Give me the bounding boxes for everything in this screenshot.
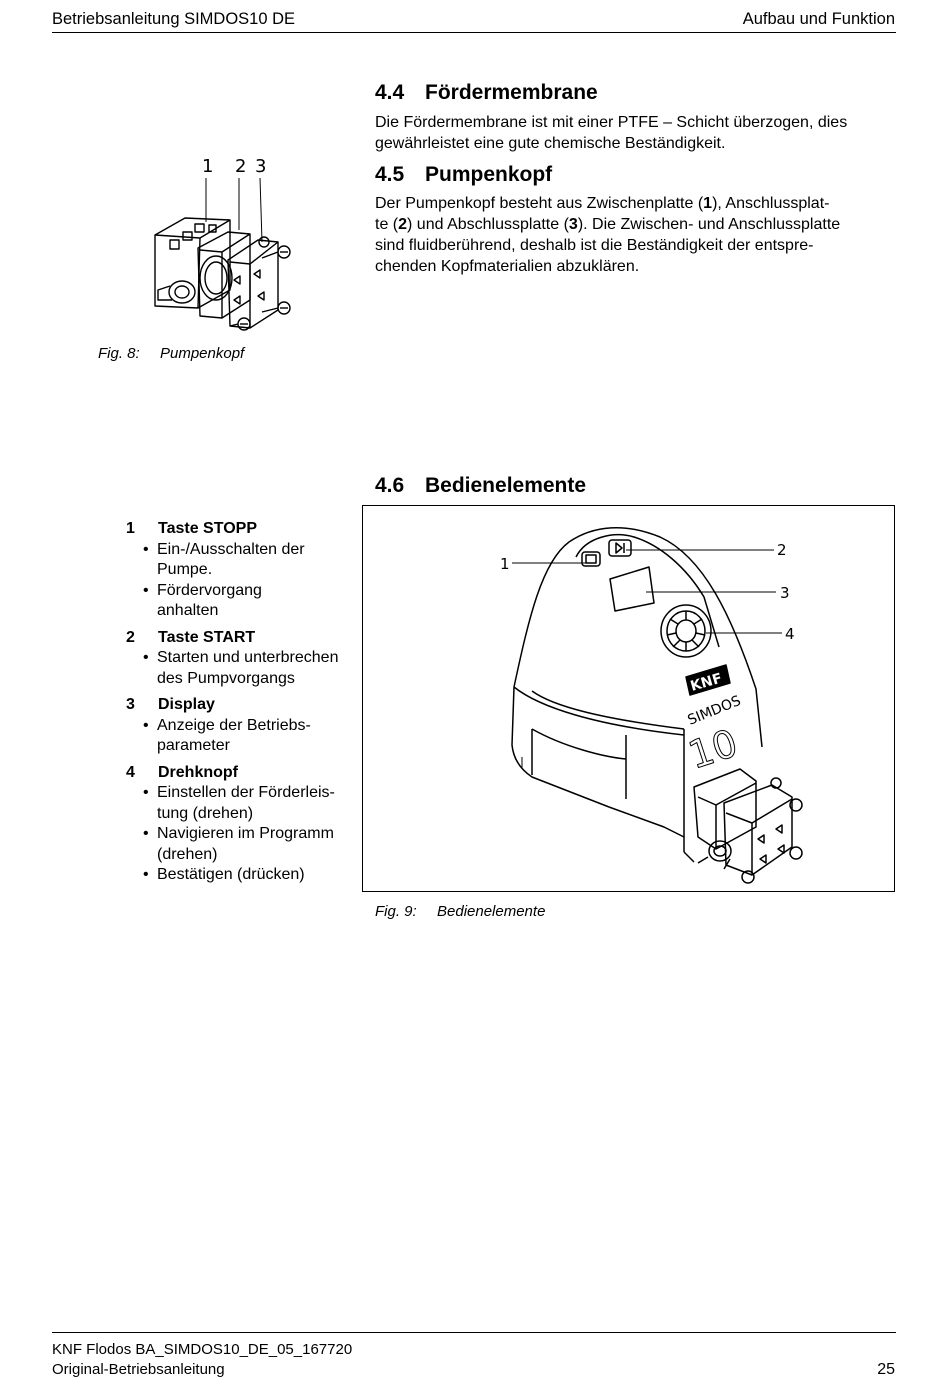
brand-logo: KNF xyxy=(688,670,724,695)
text-line: chenden Kopfmaterialien abzuklären. xyxy=(375,258,640,275)
fig8-callout-3: 3 xyxy=(255,156,267,177)
control-item-title xyxy=(126,763,366,784)
bullet-line: tung (drehen) xyxy=(157,804,254,822)
text-line: gewährleistet eine gute chemische Beständigkeit. xyxy=(375,135,726,152)
header-chapter: Aufbau und Funktion xyxy=(742,10,895,28)
bullet-line: Navigieren im Programm xyxy=(157,825,334,842)
control-number: 1 xyxy=(126,520,135,537)
fig9-label: Fig. 9: xyxy=(375,903,417,920)
control-number: 4 xyxy=(126,763,135,781)
bullet-line: anhalten xyxy=(157,602,219,619)
section-number: 4.5 xyxy=(375,163,405,186)
control-item-title xyxy=(126,519,366,540)
fig9-callout-2: 2 xyxy=(777,541,787,559)
fig9-callout-3: 3 xyxy=(780,584,790,602)
fig9-caption-text: Bedienelemente xyxy=(437,903,546,920)
footer-rule xyxy=(52,1332,896,1333)
control-title: Display xyxy=(158,696,215,713)
fig9-callout-1: 1 xyxy=(500,555,510,573)
control-title: Taste START xyxy=(158,628,256,646)
fig8-caption-text: Pumpenkopf xyxy=(160,345,245,362)
header-title: Betriebsanleitung SIMDOS10 DE xyxy=(52,10,296,28)
pump-head-drawing xyxy=(150,150,300,340)
bullet-line: Pumpe. xyxy=(157,561,213,578)
section-number: 4.4 xyxy=(375,81,405,104)
section-title: Pumpenkopf xyxy=(425,163,553,186)
fig8-callout-1: 1 xyxy=(202,156,214,177)
text-run: Der Pumpenkopf besteht aus Zwischenplatte (1), Anschlussplat- xyxy=(375,195,830,212)
text-line xyxy=(375,193,895,214)
control-item-title xyxy=(126,695,366,716)
section-title: Bedienelemente xyxy=(425,474,587,497)
list-bullet: • Bestätigen (drücken) xyxy=(126,865,366,886)
controls-list xyxy=(126,519,366,886)
section-heading-4-6 xyxy=(375,474,586,498)
fig8-caption xyxy=(98,345,244,362)
section-heading-4-4 xyxy=(375,81,598,105)
control-number: 3 xyxy=(126,696,135,713)
text-line: te (2) und Abschlussplatte (3). Die Zwischen- und Anschlussplatte xyxy=(375,216,841,233)
text-line: Die Fördermembrane ist mit einer PTFE – Schicht überzogen, dies xyxy=(375,114,848,131)
list-bullet: • Anzeige der Betriebs- parameter xyxy=(126,716,366,757)
bullet-line: Starten und unterbrechen xyxy=(157,649,339,666)
fig8-label: Fig. 8: xyxy=(98,345,140,362)
bullet-line: Bestätigen (drücken) xyxy=(157,866,305,883)
section-title: Fördermembrane xyxy=(425,81,598,104)
control-title: Drehknopf xyxy=(158,763,238,781)
bullet-line: parameter xyxy=(157,737,230,754)
footer-doc-info xyxy=(52,1340,352,1380)
text-line: sind fluidberührend, deshalb ist die Beständigkeit der entspre- xyxy=(375,237,814,254)
bullet-line: des Pumpvorgangs xyxy=(157,669,295,687)
bullet-line: Ein-/Ausschalten der xyxy=(157,540,305,558)
section-text-4-4 xyxy=(375,112,895,154)
section-text-4-5 xyxy=(375,193,895,277)
section-number: 4.6 xyxy=(375,474,405,497)
fig8-callout-2: 2 xyxy=(235,156,247,177)
bullet-line: Fördervorgang xyxy=(157,581,262,599)
section-heading-4-5 xyxy=(375,163,552,187)
fig9-callout-4: 4 xyxy=(785,625,795,643)
control-title: Taste STOPP xyxy=(158,520,257,537)
model-number: 10 xyxy=(683,720,743,778)
bullet-line: Einstellen der Förderleis- xyxy=(157,784,335,801)
list-bullet: • Fördervorgang anhalten xyxy=(126,581,366,622)
control-number: 2 xyxy=(126,628,135,646)
list-bullet: • Starten und unterbrechen des Pumpvorgangs xyxy=(126,648,366,689)
bullet-line: Anzeige der Betriebs- xyxy=(157,716,311,734)
list-bullet: • Einstellen der Förderleis- tung (drehen) xyxy=(126,783,366,824)
fig9-caption xyxy=(375,903,545,920)
list-bullet: • Ein-/Ausschalten der Pumpe. xyxy=(126,540,366,581)
header-rule xyxy=(52,32,896,33)
footer-document-id: KNF Flodos BA_SIMDOS10_DE_05_167720 xyxy=(52,1341,353,1358)
page-number: 25 xyxy=(877,1361,895,1378)
bullet-line: (drehen) xyxy=(157,845,218,863)
model-name: SIMDOS xyxy=(685,692,744,729)
simdos-pump-drawing xyxy=(364,507,892,889)
list-bullet: • Navigieren im Programm (drehen) xyxy=(126,824,366,865)
control-item-title xyxy=(126,628,366,649)
footer-document-type: Original-Betriebsanleitung xyxy=(52,1361,225,1378)
